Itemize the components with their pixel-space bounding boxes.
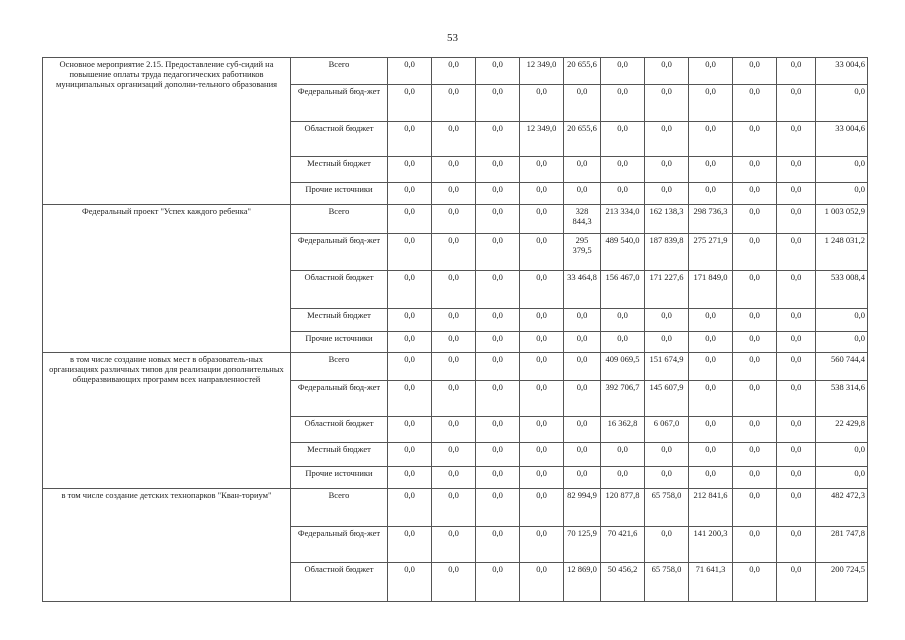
value-cell: 0,0: [432, 157, 476, 183]
total-cell: 22 429,8: [816, 417, 868, 443]
value-cell: 0,0: [645, 308, 689, 331]
value-cell: 0,0: [432, 183, 476, 205]
value-cell: 0,0: [645, 85, 689, 122]
table-row: [43, 58, 868, 85]
total-cell: 0,0: [816, 308, 868, 331]
value-cell: 298 736,3: [689, 205, 733, 234]
value-cell: 0,0: [520, 443, 564, 467]
value-cell: 70 125,9: [564, 526, 601, 563]
value-cell: 0,0: [777, 234, 816, 271]
value-cell: 0,0: [689, 443, 733, 467]
value-cell: 0,0: [645, 157, 689, 183]
value-cell: 0,0: [388, 121, 432, 157]
value-cell: 0,0: [645, 526, 689, 563]
value-cell: 0,0: [564, 85, 601, 122]
value-cell: 0,0: [777, 380, 816, 417]
funding-source-cell: Местный бюджет: [291, 308, 388, 331]
funding-source-cell: Областной бюджет: [291, 417, 388, 443]
value-cell: 0,0: [432, 121, 476, 157]
value-cell: 0,0: [689, 121, 733, 157]
value-cell: 0,0: [645, 183, 689, 205]
value-cell: 0,0: [777, 443, 816, 467]
value-cell: 0,0: [689, 308, 733, 331]
value-cell: 0,0: [388, 380, 432, 417]
value-cell: 0,0: [601, 157, 645, 183]
value-cell: 156 467,0: [601, 270, 645, 308]
value-cell: 0,0: [432, 85, 476, 122]
value-cell: 0,0: [645, 443, 689, 467]
value-cell: 0,0: [432, 205, 476, 234]
value-cell: 0,0: [777, 467, 816, 489]
value-cell: 0,0: [601, 467, 645, 489]
value-cell: 0,0: [689, 85, 733, 122]
value-cell: 0,0: [476, 331, 520, 353]
value-cell: 0,0: [476, 353, 520, 380]
value-cell: 0,0: [689, 157, 733, 183]
value-cell: 0,0: [733, 85, 777, 122]
value-cell: 0,0: [520, 234, 564, 271]
value-cell: 0,0: [601, 58, 645, 85]
value-cell: 0,0: [733, 205, 777, 234]
value-cell: 6 067,0: [645, 417, 689, 443]
value-cell: 295 379,5: [564, 234, 601, 271]
total-cell: 560 744,4: [816, 353, 868, 380]
page-number: 53: [447, 32, 458, 44]
value-cell: 0,0: [689, 380, 733, 417]
value-cell: 0,0: [645, 467, 689, 489]
value-cell: 0,0: [777, 353, 816, 380]
value-cell: 0,0: [564, 353, 601, 380]
value-cell: 0,0: [520, 417, 564, 443]
value-cell: 0,0: [520, 489, 564, 527]
value-cell: 0,0: [388, 331, 432, 353]
value-cell: 0,0: [733, 308, 777, 331]
value-cell: 0,0: [476, 380, 520, 417]
funding-source-cell: Всего: [291, 489, 388, 527]
value-cell: 0,0: [476, 443, 520, 467]
value-cell: 0,0: [476, 417, 520, 443]
funding-source-cell: Прочие источники: [291, 331, 388, 353]
value-cell: 0,0: [432, 467, 476, 489]
value-cell: 0,0: [601, 121, 645, 157]
value-cell: 328 844,3: [564, 205, 601, 234]
value-cell: 20 655,6: [564, 58, 601, 85]
value-cell: 0,0: [733, 234, 777, 271]
value-cell: 0,0: [689, 58, 733, 85]
value-cell: 0,0: [476, 58, 520, 85]
value-cell: 0,0: [601, 443, 645, 467]
value-cell: 0,0: [564, 417, 601, 443]
value-cell: 151 674,9: [645, 353, 689, 380]
value-cell: 0,0: [733, 58, 777, 85]
value-cell: 0,0: [777, 121, 816, 157]
table-row: [43, 489, 868, 527]
value-cell: 0,0: [388, 58, 432, 85]
value-cell: 0,0: [601, 183, 645, 205]
value-cell: 12 349,0: [520, 121, 564, 157]
value-cell: 0,0: [476, 183, 520, 205]
value-cell: 0,0: [388, 183, 432, 205]
value-cell: 0,0: [777, 489, 816, 527]
value-cell: 82 994,9: [564, 489, 601, 527]
value-cell: 0,0: [432, 526, 476, 563]
value-cell: 0,0: [777, 526, 816, 563]
activity-name-cell: в том числе создание новых мест в образователь-ных организациях различных типов для реализации дополнительных общеразвивающих программ всех направленностей: [43, 353, 291, 489]
value-cell: 0,0: [388, 353, 432, 380]
value-cell: 0,0: [520, 183, 564, 205]
total-cell: 0,0: [816, 467, 868, 489]
value-cell: 0,0: [388, 489, 432, 527]
value-cell: 0,0: [388, 417, 432, 443]
value-cell: 0,0: [432, 308, 476, 331]
value-cell: 0,0: [564, 331, 601, 353]
value-cell: 0,0: [388, 443, 432, 467]
value-cell: 0,0: [388, 234, 432, 271]
funding-source-cell: Всего: [291, 353, 388, 380]
value-cell: 0,0: [645, 331, 689, 353]
value-cell: 0,0: [733, 443, 777, 467]
value-cell: 392 706,7: [601, 380, 645, 417]
budget-table: [42, 57, 868, 602]
value-cell: 0,0: [520, 380, 564, 417]
funding-source-cell: Прочие источники: [291, 183, 388, 205]
value-cell: 0,0: [733, 526, 777, 563]
value-cell: 0,0: [564, 308, 601, 331]
value-cell: 70 421,6: [601, 526, 645, 563]
budget-table-body: [43, 58, 868, 602]
value-cell: 0,0: [476, 563, 520, 602]
total-cell: 0,0: [816, 331, 868, 353]
value-cell: 0,0: [645, 58, 689, 85]
value-cell: 0,0: [777, 417, 816, 443]
value-cell: 0,0: [733, 353, 777, 380]
value-cell: 0,0: [388, 270, 432, 308]
value-cell: 0,0: [388, 308, 432, 331]
value-cell: 0,0: [689, 353, 733, 380]
total-cell: 0,0: [816, 157, 868, 183]
value-cell: 489 540,0: [601, 234, 645, 271]
value-cell: 0,0: [388, 467, 432, 489]
total-cell: 0,0: [816, 443, 868, 467]
total-cell: 0,0: [816, 183, 868, 205]
total-cell: 482 472,3: [816, 489, 868, 527]
value-cell: 12 349,0: [520, 58, 564, 85]
value-cell: 0,0: [601, 331, 645, 353]
table-row: [43, 205, 868, 234]
value-cell: 0,0: [476, 308, 520, 331]
value-cell: 0,0: [733, 331, 777, 353]
value-cell: 0,0: [476, 489, 520, 527]
total-cell: 1 003 052,9: [816, 205, 868, 234]
value-cell: 0,0: [777, 270, 816, 308]
value-cell: 0,0: [476, 85, 520, 122]
funding-source-cell: Всего: [291, 58, 388, 85]
value-cell: 0,0: [432, 489, 476, 527]
value-cell: 0,0: [733, 157, 777, 183]
funding-source-cell: Областной бюджет: [291, 270, 388, 308]
value-cell: 20 655,6: [564, 121, 601, 157]
total-cell: 200 724,5: [816, 563, 868, 602]
value-cell: 0,0: [564, 467, 601, 489]
value-cell: 0,0: [733, 121, 777, 157]
value-cell: 162 138,3: [645, 205, 689, 234]
value-cell: 275 271,9: [689, 234, 733, 271]
value-cell: 0,0: [432, 270, 476, 308]
value-cell: 0,0: [432, 443, 476, 467]
value-cell: 0,0: [520, 205, 564, 234]
value-cell: 0,0: [733, 380, 777, 417]
value-cell: 0,0: [388, 85, 432, 122]
value-cell: 0,0: [388, 157, 432, 183]
total-cell: 281 747,8: [816, 526, 868, 563]
value-cell: 0,0: [432, 417, 476, 443]
table-row: [43, 353, 868, 380]
value-cell: 0,0: [520, 467, 564, 489]
value-cell: 0,0: [520, 157, 564, 183]
value-cell: 0,0: [689, 183, 733, 205]
value-cell: 145 607,9: [645, 380, 689, 417]
value-cell: 0,0: [777, 85, 816, 122]
value-cell: 141 200,3: [689, 526, 733, 563]
value-cell: 0,0: [564, 380, 601, 417]
funding-source-cell: Областной бюджет: [291, 563, 388, 602]
value-cell: 71 641,3: [689, 563, 733, 602]
total-cell: 1 248 031,2: [816, 234, 868, 271]
value-cell: 0,0: [520, 353, 564, 380]
total-cell: 533 008,4: [816, 270, 868, 308]
value-cell: 0,0: [520, 308, 564, 331]
value-cell: 0,0: [777, 563, 816, 602]
value-cell: 0,0: [388, 205, 432, 234]
value-cell: 0,0: [432, 563, 476, 602]
value-cell: 12 869,0: [564, 563, 601, 602]
total-cell: 0,0: [816, 85, 868, 122]
value-cell: 0,0: [476, 467, 520, 489]
value-cell: 0,0: [388, 526, 432, 563]
value-cell: 213 334,0: [601, 205, 645, 234]
value-cell: 409 069,5: [601, 353, 645, 380]
value-cell: 0,0: [777, 308, 816, 331]
value-cell: 65 758,0: [645, 563, 689, 602]
value-cell: 0,0: [432, 58, 476, 85]
value-cell: 0,0: [432, 234, 476, 271]
value-cell: 0,0: [777, 58, 816, 85]
value-cell: 0,0: [520, 331, 564, 353]
value-cell: 0,0: [564, 157, 601, 183]
funding-source-cell: Всего: [291, 205, 388, 234]
funding-source-cell: Федеральный бюд-жет: [291, 85, 388, 122]
value-cell: 0,0: [476, 526, 520, 563]
value-cell: 212 841,6: [689, 489, 733, 527]
value-cell: 0,0: [601, 308, 645, 331]
value-cell: 0,0: [777, 183, 816, 205]
value-cell: 0,0: [476, 205, 520, 234]
funding-source-cell: Федеральный бюд-жет: [291, 526, 388, 563]
value-cell: 0,0: [432, 353, 476, 380]
value-cell: 0,0: [476, 234, 520, 271]
value-cell: 0,0: [733, 417, 777, 443]
funding-source-cell: Федеральный бюд-жет: [291, 380, 388, 417]
value-cell: 0,0: [689, 331, 733, 353]
value-cell: 0,0: [689, 467, 733, 489]
value-cell: 0,0: [432, 331, 476, 353]
value-cell: 0,0: [689, 417, 733, 443]
value-cell: 0,0: [777, 205, 816, 234]
value-cell: 0,0: [601, 85, 645, 122]
value-cell: 0,0: [476, 270, 520, 308]
value-cell: 0,0: [476, 121, 520, 157]
funding-source-cell: Местный бюджет: [291, 443, 388, 467]
value-cell: 0,0: [476, 157, 520, 183]
funding-source-cell: Прочие источники: [291, 467, 388, 489]
value-cell: 0,0: [733, 467, 777, 489]
value-cell: 0,0: [777, 157, 816, 183]
activity-name-cell: Основное мероприятие 2.15. Предоставление суб-сидий на повышение оплаты труда педагогических работников муниципальных организаций дополни-тельного образования: [43, 58, 291, 205]
funding-source-cell: Федеральный бюд-жет: [291, 234, 388, 271]
value-cell: 65 758,0: [645, 489, 689, 527]
total-cell: 33 004,6: [816, 121, 868, 157]
value-cell: 0,0: [432, 380, 476, 417]
value-cell: 0,0: [733, 563, 777, 602]
value-cell: 0,0: [520, 526, 564, 563]
value-cell: 0,0: [388, 563, 432, 602]
value-cell: 0,0: [520, 563, 564, 602]
value-cell: 0,0: [777, 331, 816, 353]
funding-source-cell: Местный бюджет: [291, 157, 388, 183]
value-cell: 120 877,8: [601, 489, 645, 527]
value-cell: 0,0: [733, 270, 777, 308]
value-cell: 0,0: [520, 85, 564, 122]
value-cell: 0,0: [645, 121, 689, 157]
funding-source-cell: Областной бюджет: [291, 121, 388, 157]
value-cell: 50 456,2: [601, 563, 645, 602]
value-cell: 33 464,8: [564, 270, 601, 308]
activity-name-cell: в том числе создание детских технопарков "Кван-ториум": [43, 489, 291, 602]
value-cell: 16 362,8: [601, 417, 645, 443]
total-cell: 33 004,6: [816, 58, 868, 85]
value-cell: 0,0: [520, 270, 564, 308]
value-cell: 171 849,0: [689, 270, 733, 308]
value-cell: 187 839,8: [645, 234, 689, 271]
total-cell: 538 314,6: [816, 380, 868, 417]
value-cell: 0,0: [564, 443, 601, 467]
value-cell: 0,0: [733, 183, 777, 205]
value-cell: 171 227,6: [645, 270, 689, 308]
value-cell: 0,0: [733, 489, 777, 527]
value-cell: 0,0: [564, 183, 601, 205]
activity-name-cell: Федеральный проект "Успех каждого ребенка": [43, 205, 291, 353]
